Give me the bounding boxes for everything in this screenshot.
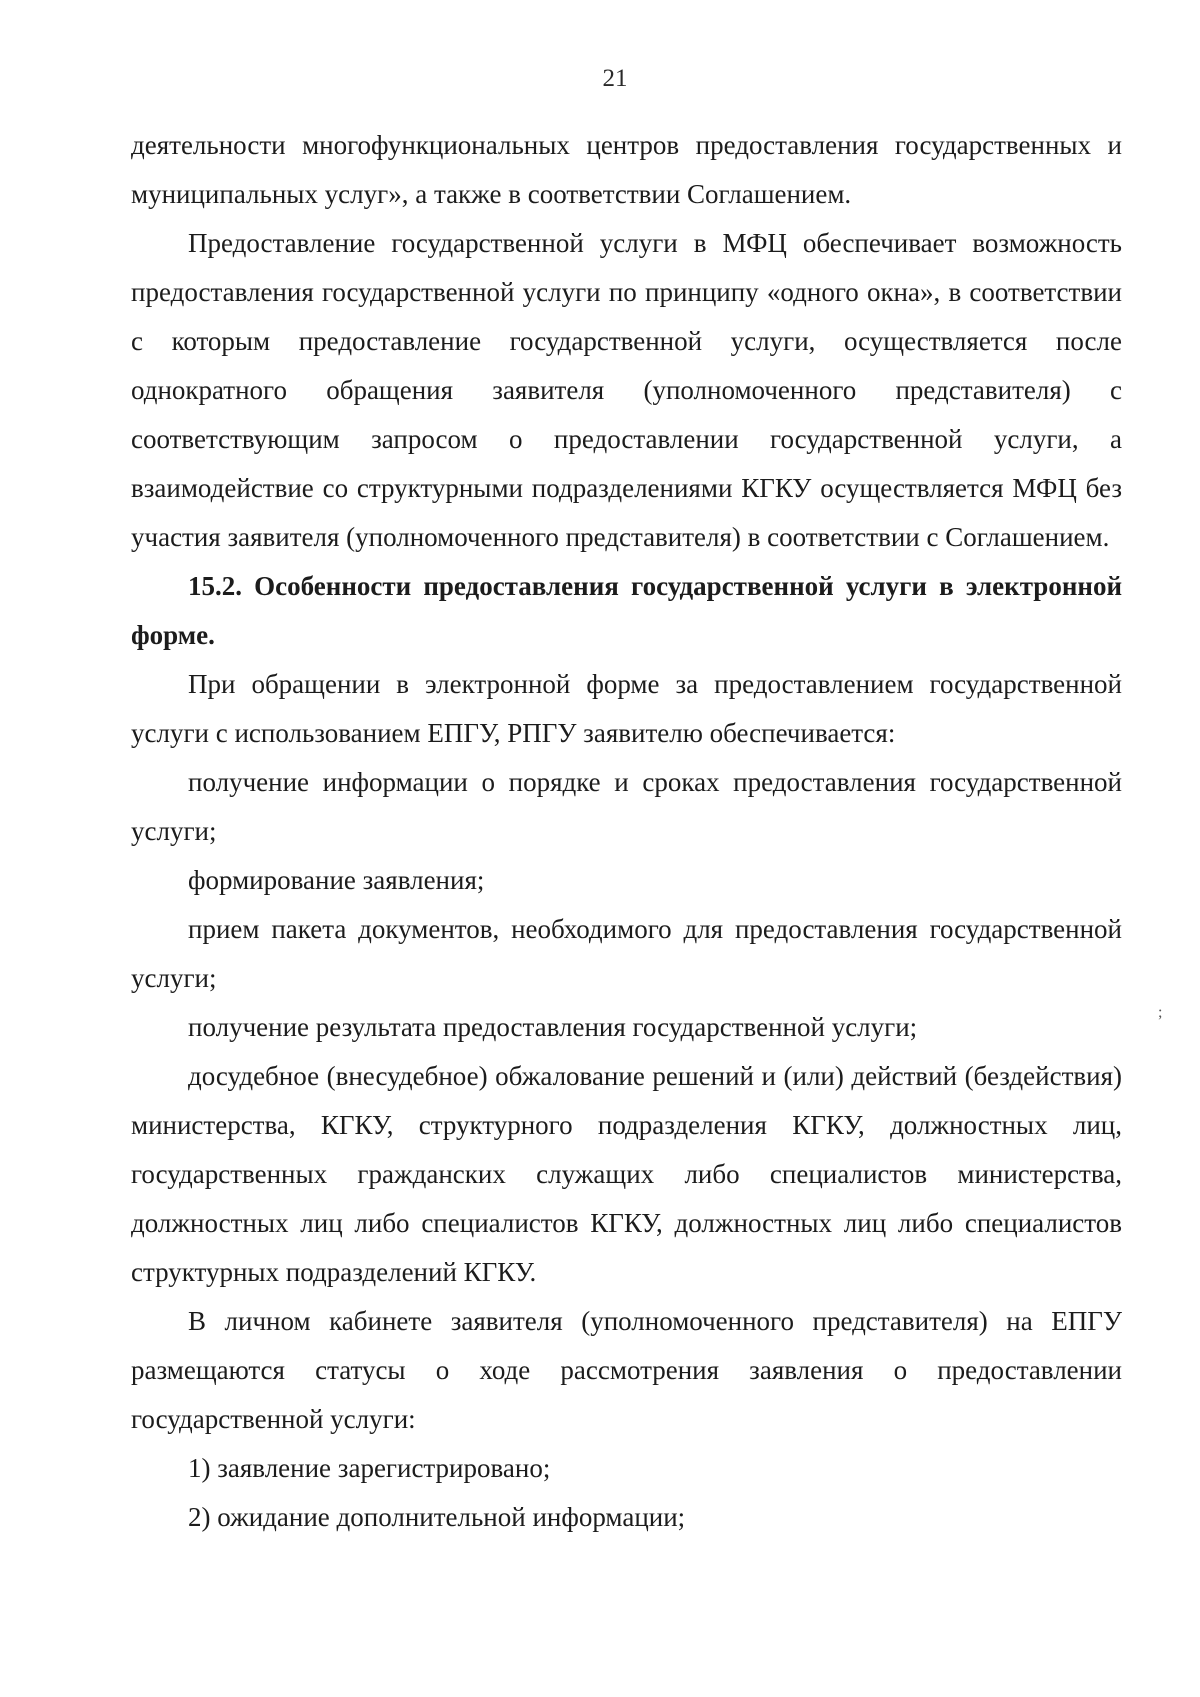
paragraph-mfc-one-window: Предоставление государственной услуги в МФЦ обеспечивает возможность предоставления государственной услуги по принципу «одного окна», в соответствии с которым предоставление государственной услуги, осуществляется после однократного обращения заявителя (уполномоченного представителя) с соответствующим запросом о предоставлении государственной услуги, а взаимодействие со структурными подразделениями КГКУ осуществляется МФЦ без участия заявителя (уполномоченного представителя) в соответствии с Соглашением. <box>131 228 1122 552</box>
document-body <box>131 121 1122 1542</box>
status-item-1: 1) заявление зарегистрировано; <box>188 1453 551 1483</box>
list-item-documents-reception: прием пакета документов, необходимого для предоставления государственной услуги; <box>131 914 1122 993</box>
list-item-result-receipt: получение результата предоставления государственной услуги; <box>188 1012 918 1042</box>
list-item-appeal: досудебное (внесудебное) обжалование решений и (или) действий (бездействия) министерства, КГКУ, структурного подразделения КГКУ, должностных лиц, государственных гражданских служащих либо специалистов министерства, должностных лиц либо специалистов КГКУ, должностных лиц либо специалистов структурных подразделений КГКУ. <box>131 1061 1122 1287</box>
section-heading-15-2: 15.2. Особенности предоставления государственной услуги в электронной форме. <box>131 571 1122 650</box>
list-item-information: получение информации о порядке и сроках предоставления государственной услуги; <box>131 767 1122 846</box>
status-item-2: 2) ожидание дополнительной информации; <box>188 1502 686 1532</box>
stray-mark: ; <box>1158 1004 1163 1021</box>
paragraph-continuation: деятельности многофункциональных центров предоставления государственных и муниципальных услуг», а также в соответствии Соглашением. <box>131 130 1122 209</box>
paragraph-personal-account-statuses: В личном кабинете заявителя (уполномоченного представителя) на ЕПГУ размещаются статусы о ходе рассмотрения заявления о предоставлении государственной услуги: <box>131 1306 1122 1434</box>
list-item-application-forming: формирование заявления; <box>188 865 485 895</box>
paragraph-electronic-intro: При обращении в электронной форме за предоставлением государственной услуги с использованием ЕПГУ, РПГУ заявителю обеспечивается: <box>131 669 1122 748</box>
page-number: 21 <box>602 65 628 92</box>
